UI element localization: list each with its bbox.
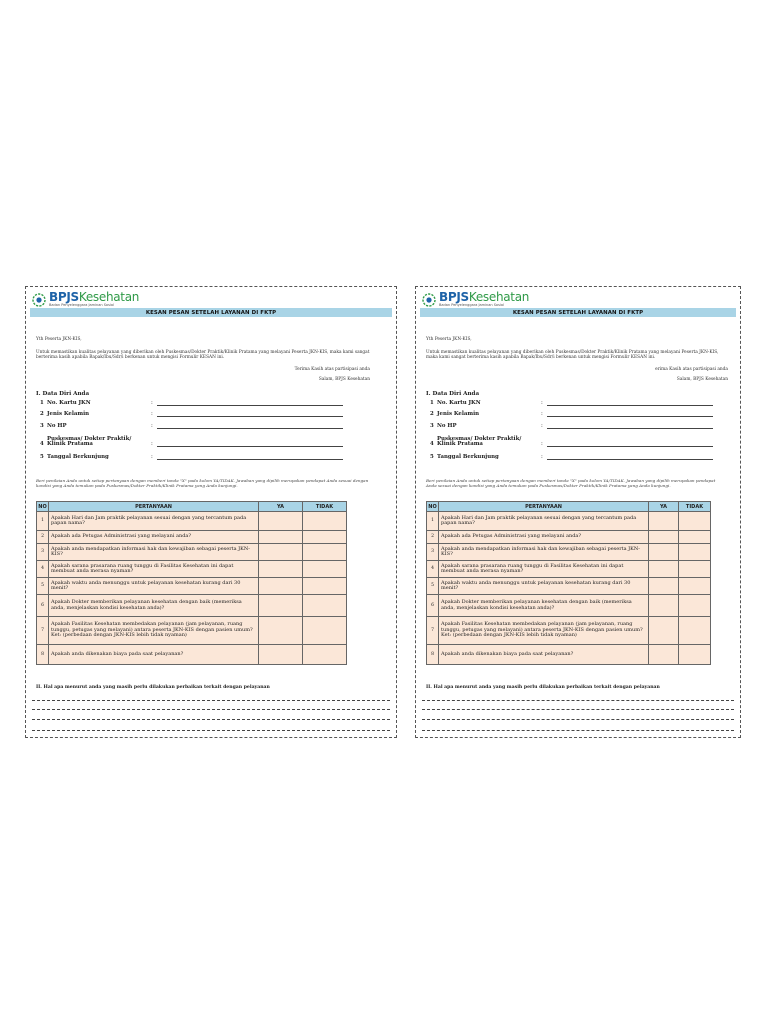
section-perbaikan: II. Hal apa menurut anda yang masih perlu dilakukan perbaikan terkait dengan pelayanan	[36, 685, 270, 690]
field-colon: :	[151, 441, 153, 447]
field-colon: :	[151, 423, 153, 429]
table-row	[427, 512, 711, 531]
field-label: Tanggal Berkunjung	[47, 454, 109, 460]
answer-tidak-cell[interactable]	[303, 617, 347, 645]
answer-tidak-cell[interactable]	[679, 617, 711, 645]
answer-line[interactable]	[32, 719, 390, 720]
answer-ya-cell[interactable]	[649, 578, 679, 595]
question-text: Apakah ada Petugas Administrasi yang melayani anda?	[439, 531, 649, 544]
question-number: 2	[37, 531, 49, 544]
question-number: 3	[37, 544, 49, 561]
table-row	[37, 578, 347, 595]
question-text: Apakah anda dikenakan biaya pada saat pelayanan?	[49, 645, 259, 665]
field-label: No. Kartu JKN	[437, 400, 481, 406]
field-input-line[interactable]	[157, 398, 343, 406]
field-colon: :	[151, 454, 153, 460]
rating-instructions: Beri penilaian Anda untuk setiap pertanyaan dengan memberi tanda "X" pada kolom YA/TIDAK. Jawaban yang dipilih merupakan pendapat Anda sesuai dengan kondisi yang Anda temukan pada Puskesmas/Dokter Praktik/Klinik Pratama yang Anda kunjungi.	[426, 478, 716, 488]
answer-ya-cell[interactable]	[649, 595, 679, 617]
answer-line[interactable]	[422, 730, 734, 731]
answer-line[interactable]	[422, 719, 734, 720]
question-number: 8	[37, 645, 49, 665]
logo-tagline: Badan Penyelenggara Jaminan Sosial	[49, 302, 114, 307]
answer-tidak-cell[interactable]	[679, 544, 711, 561]
field-label: Puskesmas/ Dokter Praktik/ Klinik Pratama	[47, 436, 132, 447]
field-label: Jenis Kelamin	[437, 411, 480, 417]
question-text: Apakah Dokter memberikan pelayanan kesehatan dengan baik (memeriksa anda, menjelaskan kondisi kesehatan anda)?	[439, 595, 649, 617]
question-text: Apakah Hari dan Jam praktik pelayanan sesuai dengan yang tercantum pada papan nama?	[439, 512, 649, 531]
answer-tidak-cell[interactable]	[303, 595, 347, 617]
col-header-no: NO	[428, 503, 437, 510]
col-header-tidak: TIDAK	[303, 502, 347, 512]
question-text: Apakah anda mendapatkan informasi hak dan kewajiban sebagai peserta JKN-KIS?	[49, 544, 259, 561]
answer-ya-cell[interactable]	[649, 617, 679, 645]
field-input-line[interactable]	[547, 409, 713, 417]
table-row	[427, 595, 711, 617]
answer-tidak-cell[interactable]	[303, 531, 347, 544]
answer-line[interactable]	[32, 709, 390, 710]
question-text: Apakah anda dikenakan biaya pada saat pelayanan?	[439, 645, 649, 665]
intro-text: Untuk memastikan kualitas pelayanan yang diberikan oleh Puskesmas/Dokter Praktik/Klinik Pratama yang melayani Peserta JKN-KIS, maka kami sangat berterima kasih apabila Bapak/Ibu/Sdr/i berkenan untuk mengisi Formulir KESAN ini.	[426, 350, 719, 360]
question-text: Apakah anda mendapatkan informasi hak dan kewajiban sebagai peserta JKN-KIS?	[439, 544, 649, 561]
field-colon: :	[151, 411, 153, 417]
thanks-text: Terima Kasih atas partisipasi anda	[294, 367, 370, 372]
field-row[interactable]	[426, 435, 713, 447]
field-colon: :	[151, 400, 153, 406]
question-number: 4	[37, 561, 49, 578]
field-row[interactable]	[36, 420, 343, 429]
field-label: Puskesmas/ Dokter Praktik/ Klinik Pratama	[437, 436, 522, 447]
field-colon: :	[541, 400, 543, 406]
table-row	[427, 645, 711, 665]
question-number: 3	[427, 544, 439, 561]
salam-text: Salam, BPJS Kesehatan	[318, 377, 370, 382]
field-input-line[interactable]	[547, 398, 713, 406]
answer-ya-cell[interactable]	[259, 617, 303, 645]
section-data-diri: I. Data Diri Anda	[426, 391, 480, 397]
field-row[interactable]	[426, 408, 713, 417]
thanks-text: erima Kasih atas partisipasi anda	[655, 367, 728, 372]
col-header-ya: YA	[259, 502, 303, 512]
field-number: 5	[430, 454, 434, 460]
question-number: 7	[37, 617, 49, 645]
field-colon: :	[541, 423, 543, 429]
field-input-line[interactable]	[547, 421, 713, 429]
table-row	[37, 645, 347, 665]
answer-tidak-cell[interactable]	[303, 544, 347, 561]
field-input-line[interactable]	[157, 409, 343, 417]
question-number: 5	[37, 578, 49, 595]
logo-brand-a: BPJS	[439, 289, 469, 304]
question-text: Apakah sarana prasarana ruang tunggu di Fasilitas Kesehatan ini dapat membuat anda merasa nyaman?	[49, 561, 259, 578]
question-text: Apakah Fasilitas Kesehatan membedakan pelayanan (jam pelayanan, ruang tunggu, petugas yang melayani) antara peserta JKN-KIS dengan pasien umum? Ket: (perbedaan dengan JKN-KIS lebih tidak nyaman)	[439, 617, 649, 645]
field-number: 2	[430, 411, 434, 417]
field-number: 3	[40, 423, 44, 429]
bpjs-logo	[32, 290, 139, 308]
question-number: 5	[427, 578, 439, 595]
field-row[interactable]	[426, 420, 713, 429]
field-number: 1	[430, 400, 434, 406]
field-row[interactable]	[36, 435, 343, 447]
salam-text: Salam, BPJS Kesehatan	[676, 377, 728, 382]
feedback-form-right	[415, 286, 741, 738]
feedback-form-left	[25, 286, 397, 738]
answer-tidak-cell[interactable]	[679, 512, 711, 531]
question-number: 4	[427, 561, 439, 578]
table-row	[37, 512, 347, 531]
table-row	[427, 617, 711, 645]
table-row	[37, 617, 347, 645]
questions-table	[36, 501, 347, 665]
field-input-line[interactable]	[547, 439, 713, 447]
answer-ya-cell[interactable]	[259, 544, 303, 561]
table-row	[427, 544, 711, 561]
answer-ya-cell[interactable]	[259, 561, 303, 578]
field-label: Tanggal Berkunjung	[437, 454, 499, 460]
answer-line[interactable]	[32, 730, 390, 731]
field-label: No HP	[437, 423, 457, 429]
rating-instructions: Beri penilaian Anda untuk setiap pertanyaan dengan memberi tanda "X" pada kolom YA/TIDAK. Jawaban yang dipilih merupakan pendapat Anda sesuai dengan kondisi yang Anda temukan pada Puskesmas/Dokter Praktik/Klinik Pratama yang Anda kunjungi.	[36, 478, 369, 488]
logo-brand-b: Kesehatan	[468, 289, 530, 304]
bpjs-logo	[422, 290, 529, 308]
table-row	[37, 531, 347, 544]
answer-ya-cell[interactable]	[649, 531, 679, 544]
field-colon: :	[541, 411, 543, 417]
field-colon: :	[541, 441, 543, 447]
question-text: Apakah Dokter memberikan pelayanan kesehatan dengan baik (memeriksa anda, menjelaskan kondisi kesehatan anda)?	[49, 595, 259, 617]
answer-ya-cell[interactable]	[259, 595, 303, 617]
field-label: No. Kartu JKN	[47, 400, 91, 406]
answer-tidak-cell[interactable]	[679, 578, 711, 595]
field-label: No HP	[47, 423, 67, 429]
answer-line[interactable]	[422, 700, 734, 701]
question-number: 1	[427, 512, 439, 531]
field-number: 1	[40, 400, 44, 406]
answer-tidak-cell[interactable]	[679, 561, 711, 578]
answer-tidak-cell[interactable]	[303, 561, 347, 578]
answer-ya-cell[interactable]	[649, 544, 679, 561]
section-perbaikan: II. Hal apa menurut anda yang masih perlu dilakukan perbaikan terkait dengan pelayanan	[426, 685, 660, 690]
question-text: Apakah Hari dan Jam praktik pelayanan sesuai dengan yang tercantum pada papan nama?	[49, 512, 259, 531]
col-header-tidak: TIDAK	[679, 502, 711, 512]
question-text: Apakah waktu anda menunggu untuk pelayanan kesehatan kurang dari 30 menit?	[49, 578, 259, 595]
field-number: 2	[40, 411, 44, 417]
section-data-diri: I. Data Diri Anda	[36, 391, 90, 397]
form-title: KESAN PESAN SETELAH LAYANAN DI FKTP	[30, 308, 392, 317]
answer-ya-cell[interactable]	[259, 512, 303, 531]
question-text: Apakah ada Petugas Administrasi yang melayani anda?	[49, 531, 259, 544]
greeting: Yth Peserta JKN-KIS,	[36, 337, 82, 342]
question-number: 7	[427, 617, 439, 645]
col-header-pertanyaan: PERTANYAAN	[439, 502, 649, 512]
table-row	[37, 595, 347, 617]
answer-line[interactable]	[32, 700, 390, 701]
answer-ya-cell[interactable]	[649, 561, 679, 578]
answer-tidak-cell[interactable]	[303, 578, 347, 595]
field-row[interactable]	[36, 408, 343, 417]
form-title: KESAN PESAN SETELAH LAYANAN DI FKTP	[420, 308, 736, 317]
answer-ya-cell[interactable]	[259, 578, 303, 595]
answer-line[interactable]	[422, 709, 734, 710]
question-text: Apakah sarana prasarana ruang tunggu di Fasilitas Kesehatan ini dapat membuat anda merasa nyaman?	[439, 561, 649, 578]
field-label: Jenis Kelamin	[47, 411, 90, 417]
bpjs-emblem-icon	[422, 292, 436, 306]
col-header-pertanyaan: PERTANYAAN	[49, 502, 259, 512]
field-row[interactable]	[426, 397, 713, 406]
field-input-line[interactable]	[157, 421, 343, 429]
logo-tagline: Badan Penyelenggara Jaminan Sosial	[439, 302, 504, 307]
table-row	[37, 544, 347, 561]
answer-tidak-cell[interactable]	[679, 595, 711, 617]
field-row[interactable]	[36, 451, 343, 460]
answer-ya-cell[interactable]	[649, 512, 679, 531]
field-colon: :	[541, 454, 543, 460]
col-header-ya: YA	[649, 502, 679, 512]
field-number: 4	[430, 441, 434, 447]
answer-ya-cell[interactable]	[259, 645, 303, 665]
answer-tidak-cell[interactable]	[303, 512, 347, 531]
question-number: 8	[427, 645, 439, 665]
question-number: 1	[37, 512, 49, 531]
question-text: Apakah waktu anda menunggu untuk pelayanan kesehatan kurang dari 30 menit?	[439, 578, 649, 595]
logo-brand-a: BPJS	[49, 289, 79, 304]
field-input-line[interactable]	[547, 452, 713, 460]
logo-brand-b: Kesehatan	[78, 289, 140, 304]
question-number: 6	[37, 595, 49, 617]
table-row	[427, 561, 711, 578]
question-text: Apakah Fasilitas Kesehatan membedakan pelayanan (jam pelayanan, ruang tunggu, petugas yang melayani) antara peserta JKN-KIS dengan pasien umum? Ket: (perbedaan dengan JKN-KIS lebih tidak nyaman)	[49, 617, 259, 645]
table-row	[37, 561, 347, 578]
question-number: 2	[427, 531, 439, 544]
answer-tidak-cell[interactable]	[679, 645, 711, 665]
field-number: 4	[40, 441, 44, 447]
bpjs-emblem-icon	[32, 292, 46, 306]
question-number: 6	[427, 595, 439, 617]
col-header-no: NO	[38, 503, 47, 510]
field-row[interactable]	[426, 451, 713, 460]
field-row[interactable]	[36, 397, 343, 406]
answer-ya-cell[interactable]	[649, 645, 679, 665]
field-number: 5	[40, 454, 44, 460]
answer-tidak-cell[interactable]	[303, 645, 347, 665]
field-number: 3	[430, 423, 434, 429]
table-row	[427, 578, 711, 595]
questions-table	[426, 501, 711, 665]
field-input-line[interactable]	[157, 439, 343, 447]
table-row	[427, 531, 711, 544]
greeting: Yth Peserta JKN-KIS,	[426, 337, 472, 342]
intro-text: Untuk memastikan kualitas pelayanan yang diberikan oleh Puskesmas/Dokter Praktik/Klinik Pratama yang melayani Peserta JKN-KIS, maka kami sangat berterima kasih apabila Bapak/Ibu/Sdr/i berkenan untuk mengisi Formulir KESAN ini.	[36, 350, 370, 360]
field-input-line[interactable]	[157, 452, 343, 460]
answer-ya-cell[interactable]	[259, 531, 303, 544]
answer-tidak-cell[interactable]	[679, 531, 711, 544]
